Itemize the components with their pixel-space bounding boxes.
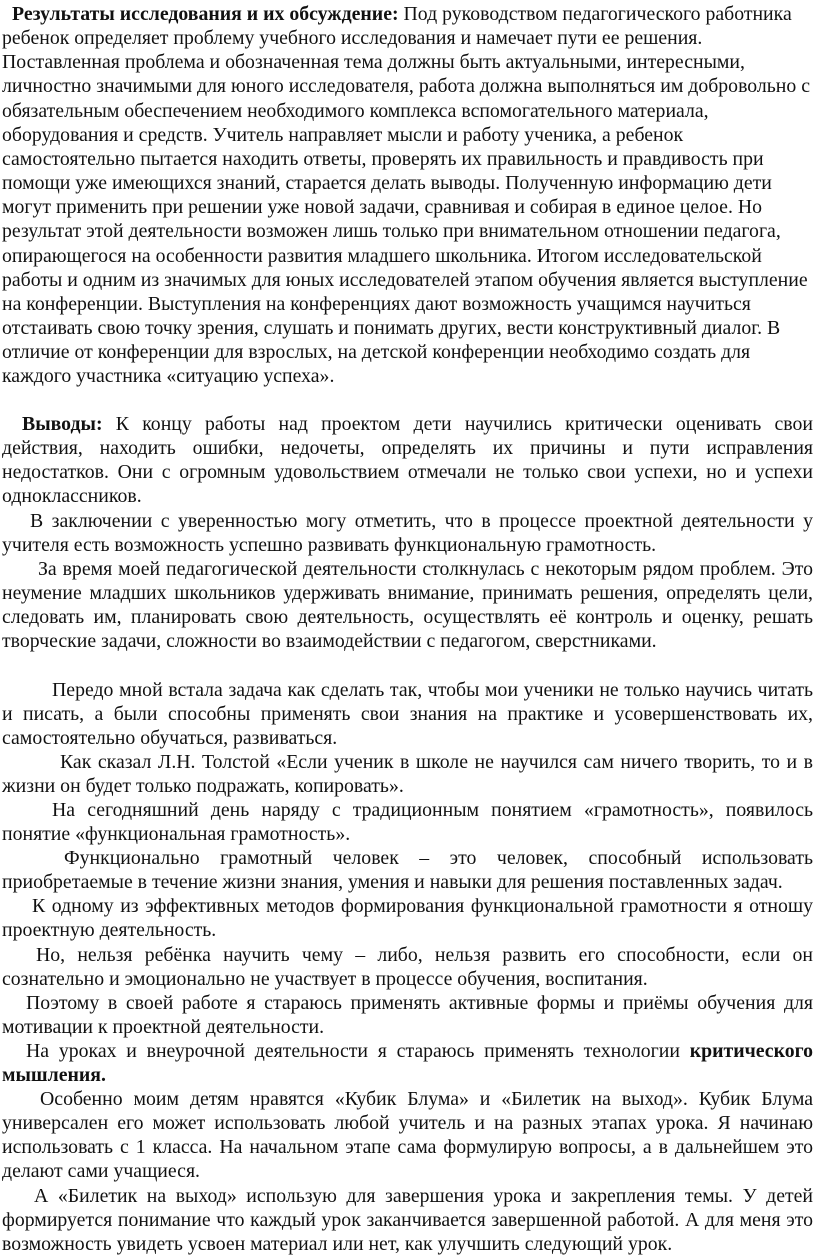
paragraph-bloom-cube <box>2 1087 813 1184</box>
active-forms-text: Поэтому в своей работе я стараюсь применять активные формы и приёмы обучения для мотивации к проектной деятельности. <box>2 992 813 1039</box>
critical-thinking-bold: критического мышления. <box>2 1040 813 1087</box>
paragraph-tolstoy-quote <box>2 750 813 798</box>
exit-ticket-text: А «Билетик на выход» использую для завершения урока и закрепления темы. У детей формируется понимание что каждый урок заканчивается завершенной работой. А для меня это возможность увидеть усвоен материал или нет, как улучшить следующий урок. <box>2 1185 813 1256</box>
task-text: Передо мной встала задача как сделать так, чтобы мои ученики не только научись читать и писать, а были способны применять свои знания на практике и усовершенствовать их, самостоятельно обучаться, развиваться. <box>2 679 813 750</box>
results-heading: Результаты исследования и их обсуждение: <box>12 3 399 25</box>
paragraph-results <box>2 2 813 389</box>
paragraph-critical-thinking <box>2 1039 813 1087</box>
participation-text: Но, нельзя ребёнка научить чему – либо, нельзя развить его способности, если он сознательно и эмоционально не участвует в процессе обучения, воспитания. <box>2 944 813 991</box>
results-text: Под руководством педагогического работника ребенок определяет проблему учебного исследования и намечает пути ее решения. Поставленная проблема и обозначенная тема должны быть актуальными, интересными, личностно значимыми для юного исследователя, работа должна выполняться им добровольно с обязательным обеспечением необходимого комплекса вспомогательного материала, оборудования и средств. Учитель направляет мысли и работу ученика, а ребенок самостоятельно пытается находить ответы, проверять их правильность и правдивость при помощи уже имеющихся знаний, старается делать выводы. Полученную информацию дети могут применить при решении уже новой задачи, сравнивая и собирая в единое целое. Но результат этой деятельности возможен лишь только при внимательном отношении педагога, опирающегося на особенности развития младшего школьника. Итогом исследовательской работы и одним из значимых для юных исследователей этапом обучения является выступление на конференции. Выступления на конференциях дают возможность учащимся научиться отстаивать свою точку зрения, слушать и понимать других, вести конструктивный диалог. В отличие от конференции для взрослых, на детской конференции необходимо создать для каждого участника «ситуацию успеха». <box>2 3 811 388</box>
paragraph-active-forms <box>2 991 813 1039</box>
paragraph-task <box>2 678 813 750</box>
paragraph-participation <box>2 943 813 991</box>
paragraph-literacy-concept <box>2 798 813 846</box>
paragraph-problems <box>2 557 813 654</box>
methods-text: К одному из эффективных методов формирования функциональной грамотности я отношу проектную деятельность. <box>2 895 813 942</box>
literate-person-text: Функционально грамотный человек – это человек, способный использовать приобретаемые в течение жизни знания, умения и навыки для решения поставленных задач. <box>2 847 813 894</box>
paragraph-literate-person <box>2 846 813 894</box>
bloom-cube-text: Особенно моим детям нравятся «Кубик Блума» и «Билетик на выход». Кубик Блума универсален его может использовать любой учитель и на разных этапах урока. Я начинаю использовать с 1 класса. На начальном этапе сама формулирую вопросы, а в дальнейшем это делают сами учащиеся. <box>2 1088 813 1183</box>
conclusions-heading: Выводы: <box>22 413 103 435</box>
tolstoy-quote-text: Как сказал Л.Н. Толстой «Если ученик в школе не научился сам ничего творить, то и в жизни он будет только подражать, копировать». <box>2 751 813 798</box>
paragraph-methods <box>2 894 813 942</box>
conclusions-text: К концу работы над проектом дети научились критически оценивать свои действия, находить ошибки, недочеты, определять их причины и пути исправления недостатков. Они с огромным удовольствием отмечали не только свои успехи, но и успехи одноклассников. <box>2 413 813 508</box>
literacy-concept-text: На сегодняшний день наряду с традиционным понятием «грамотность», появилось понятие «функциональная грамотность». <box>2 799 813 846</box>
final-note-text: В заключении с уверенностью могу отметить, что в процессе проектной деятельности у учителя есть возможность успешно развивать функциональную грамотность. <box>2 510 813 557</box>
critical-thinking-text: На уроках и внеурочной деятельности я стараюсь применять технологии <box>26 1040 690 1062</box>
paragraph-conclusions <box>2 412 813 509</box>
problems-text: За время моей педагогической деятельности столкнулась с некоторым рядом проблем. Это неумение младших школьников удерживать внимание, принимать решения, определять цели, следовать им, планировать свою деятельность, осуществлять её контроль и оценку, решать творческие задачи, сложности во взаимодействии с педагогом, сверстниками. <box>2 558 813 653</box>
paragraph-exit-ticket <box>2 1184 813 1256</box>
paragraph-final-note <box>2 509 813 557</box>
